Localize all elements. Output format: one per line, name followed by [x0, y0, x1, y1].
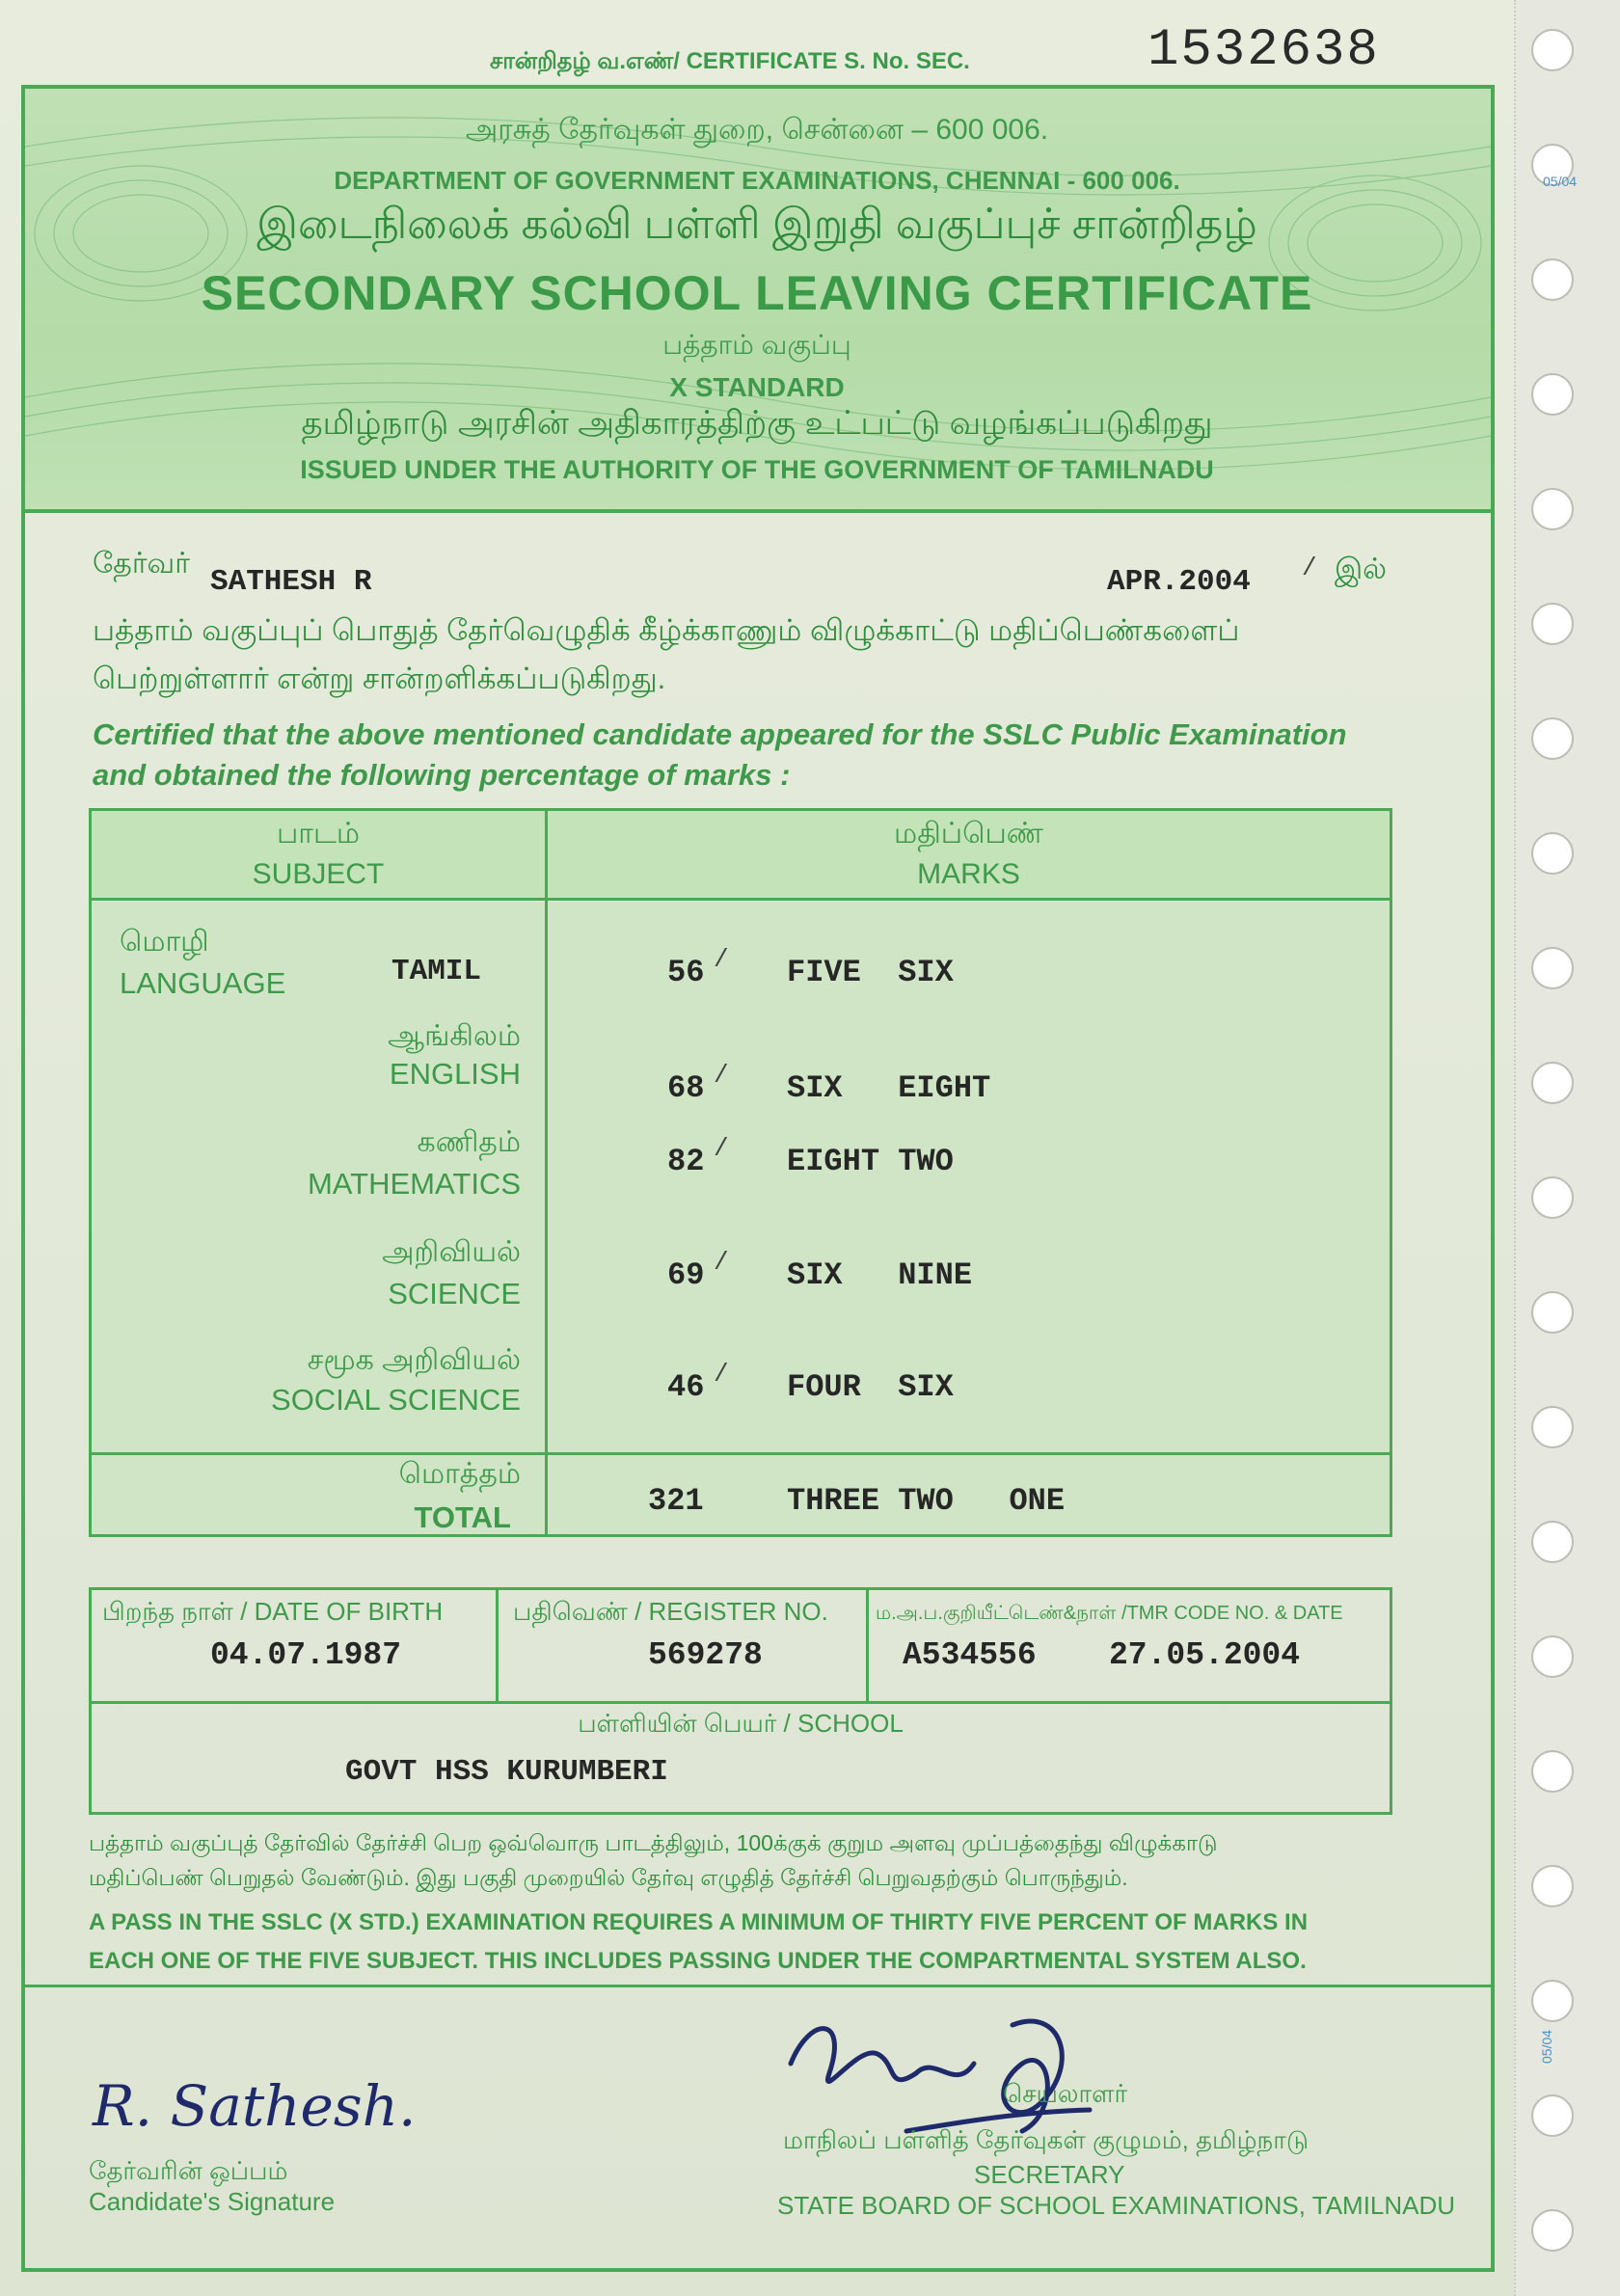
board-label: STATE BOARD OF SCHOOL EXAMINATIONS, TAMILNADU: [777, 2191, 1456, 2220]
table-total-rule: [89, 1452, 1392, 1455]
perforation-hole: [1531, 2209, 1574, 2252]
secretary-tamil-2: மாநிலப் பள்ளித் தேர்வுகள் குழுமம், தமிழ்நாடு: [783, 2125, 1310, 2154]
rule-tamil-2: மதிப்பெண் பெறுதல் வேண்டும். இது பகுதி முறையில் தேர்வு எழுதித் தேர்ச்சி பெறுவதற்கும் பொருந்தும்.: [89, 1865, 1128, 1890]
table-row-words: SIX NINE: [787, 1257, 973, 1293]
candidate-name: SATHESH R: [210, 565, 372, 599]
marks-head: MARKS: [917, 858, 1020, 890]
language-tamil: மொழி: [120, 926, 209, 958]
details-divider: [866, 1587, 869, 1703]
tick-mark: /: [714, 1061, 729, 1090]
table-row-marks: 68: [667, 1070, 705, 1106]
language-name: TAMIL: [392, 955, 482, 988]
perforation-hole: [1531, 258, 1574, 301]
authority-tamil: தமிழ்நாடு அரசின் அதிகாரத்திற்கு உட்பட்டு வழங்கப்படுகிறது: [301, 405, 1213, 442]
table-divider: [545, 808, 548, 1537]
tmr-date: 27.05.2004: [1109, 1637, 1301, 1673]
table-row-words: FOUR SIX: [787, 1369, 954, 1405]
statement-tamil-2: பெற்றுள்ளார் என்று சான்றளிக்கப்படுகிறது.: [93, 662, 666, 695]
school-name: GOVT HSS KURUMBERI: [345, 1755, 668, 1789]
table-row-words: SIX EIGHT: [787, 1070, 991, 1106]
serial-number: 1532638: [1148, 21, 1380, 80]
perforation-hole: [1531, 1635, 1574, 1678]
perforation-hole: [1531, 29, 1574, 71]
marks-head-tamil: மதிப்பெண்: [894, 818, 1043, 850]
subject-head-tamil: பாடம்: [276, 818, 360, 850]
standard-tamil: பத்தாம் வகுப்பு: [662, 330, 851, 360]
tick-mark: /: [714, 1248, 729, 1277]
perforated-strip: [1514, 0, 1620, 2296]
total-marks: 321: [648, 1483, 704, 1519]
serial-label: சான்றிதழ் வ.எண்/ CERTIFICATE S. No. SEC.: [490, 48, 970, 74]
details-rule: [89, 1701, 1392, 1704]
table-row-words: FIVE SIX: [787, 955, 954, 990]
register-label: பதிவெண் / REGISTER NO.: [513, 1597, 828, 1626]
perforation-hole: [1531, 373, 1574, 416]
statement-en-1: Certified that the above mentioned candidate appeared for the SSLC Public Examination: [93, 717, 1347, 751]
table-row-marks: 69: [667, 1257, 705, 1293]
exam-session: APR.2004: [1107, 565, 1251, 599]
language-label: LANGUAGE: [120, 966, 286, 1000]
perforation-hole: [1531, 1176, 1574, 1219]
certificate-title: SECONDARY SCHOOL LEAVING CERTIFICATE: [201, 266, 1313, 320]
rule-en-1: A PASS IN THE SSLC (X STD.) EXAMINATION REQUIRES A MINIMUM OF THIRTY FIVE PERCENT OF MARKS IN: [89, 1909, 1309, 1935]
perforation-hole: [1531, 1865, 1574, 1907]
subject-head: SUBJECT: [252, 858, 385, 890]
dob-value: 04.07.1987: [210, 1637, 402, 1673]
table-row-marks: 56: [667, 955, 705, 990]
maths-tamil: கணிதம்: [417, 1126, 521, 1158]
perforation-hole: [1531, 1750, 1574, 1793]
tick-mark: /: [714, 1134, 729, 1163]
dept-tamil: அரசுத் தேர்வுகள் துறை, சென்னை – 600 006.: [465, 114, 1049, 146]
total-words: THREE TWO ONE: [787, 1483, 1066, 1519]
session-suffix-tamil: இல்: [1335, 554, 1388, 585]
perforation-hole: [1531, 1406, 1574, 1448]
standard: X STANDARD: [669, 372, 845, 402]
register-value: 569278: [648, 1637, 763, 1673]
table-header-rule: [89, 898, 1392, 901]
secretary-label: SECRETARY: [974, 2160, 1125, 2189]
perforation-hole: [1531, 603, 1574, 645]
statement-en-2: and obtained the following percentage of marks :: [93, 758, 791, 792]
perforation-hole: [1531, 488, 1574, 530]
tick-mark: /: [714, 1360, 729, 1389]
perforation-hole: [1531, 2094, 1574, 2137]
candidate-sig-label: Candidate's Signature: [89, 2187, 336, 2216]
table-row-words: EIGHT TWO: [787, 1144, 954, 1179]
candidate-signature: R. Sathesh.: [93, 2073, 417, 2139]
total-tamil: மொத்தம்: [398, 1458, 521, 1490]
perforation-hole: [1531, 1291, 1574, 1334]
statement-tamil-1: பத்தாம் வகுப்புப் பொதுத் தேர்வெழுதிக் கீழ்க்காணும் விழுக்காட்டு மதிப்பெண்களைப்: [93, 613, 1240, 647]
strip-code-bottom: 05/04: [1539, 2029, 1554, 2064]
rule-en-2: EACH ONE OF THE FIVE SUBJECT. THIS INCLUDES PASSING UNDER THE COMPARTMENTAL SYSTEM ALSO.: [89, 1948, 1307, 1974]
tick-mark: /: [714, 945, 729, 974]
rule-tamil-1: பத்தாம் வகுப்புத் தேர்வில் தேர்ச்சி பெற ஒவ்வொரு பாடத்திலும், 100க்குக் குறும அளவு முப்பத்தைந்து விழுக்காடு: [89, 1830, 1218, 1855]
science-label: SCIENCE: [388, 1277, 521, 1310]
table-row-marks: 46: [667, 1369, 705, 1405]
candidate-sig-tamil: தேர்வரின் ஒப்பம்: [89, 2156, 288, 2185]
perforation-hole: [1531, 717, 1574, 760]
details-divider: [496, 1587, 499, 1703]
strip-code-top: 05/04: [1543, 174, 1578, 189]
english-label: ENGLISH: [389, 1057, 521, 1091]
perforation-hole: [1531, 1062, 1574, 1104]
dept-name: DEPARTMENT OF GOVERNMENT EXAMINATIONS, CHENNAI - 600 006.: [334, 166, 1180, 195]
perforation-hole: [1531, 832, 1574, 875]
social-science-tamil: சமூக அறிவியல்: [307, 1344, 521, 1376]
perforation-hole: [1531, 1521, 1574, 1563]
tmr-label: ம.அ.ப.குறியீட்டெண்&நாள் /TMR CODE NO. & DATE: [876, 1603, 1343, 1624]
table-row-marks: 82: [667, 1144, 705, 1179]
perforation-hole: [1531, 1980, 1574, 2022]
social-science-label: SOCIAL SCIENCE: [271, 1383, 521, 1417]
tmr-code: A534556: [903, 1637, 1037, 1673]
maths-label: MATHEMATICS: [307, 1167, 521, 1201]
science-tamil: அறிவியல்: [382, 1236, 521, 1268]
signature-rule: [21, 1985, 1495, 1987]
title-tamil: இடைநிலைக் கல்வி பள்ளி இறுதி வகுப்புச் சான்றிதழ்: [256, 201, 1257, 248]
authority: ISSUED UNDER THE AUTHORITY OF THE GOVERNMENT OF TAMILNADU: [300, 455, 1214, 484]
secretary-tamil-1: செயலாளர்: [1003, 2079, 1128, 2108]
perforation-hole: [1531, 947, 1574, 989]
tick-mark: /: [1302, 554, 1317, 582]
total-label: TOTAL: [414, 1500, 511, 1534]
english-tamil: ஆங்கிலம்: [388, 1020, 521, 1052]
school-label: பள்ளியின் பெயர் / SCHOOL: [578, 1709, 904, 1738]
dob-label: பிறந்த நாள் / DATE OF BIRTH: [102, 1597, 444, 1626]
candidate-label-tamil: தேர்வர்: [93, 548, 190, 580]
